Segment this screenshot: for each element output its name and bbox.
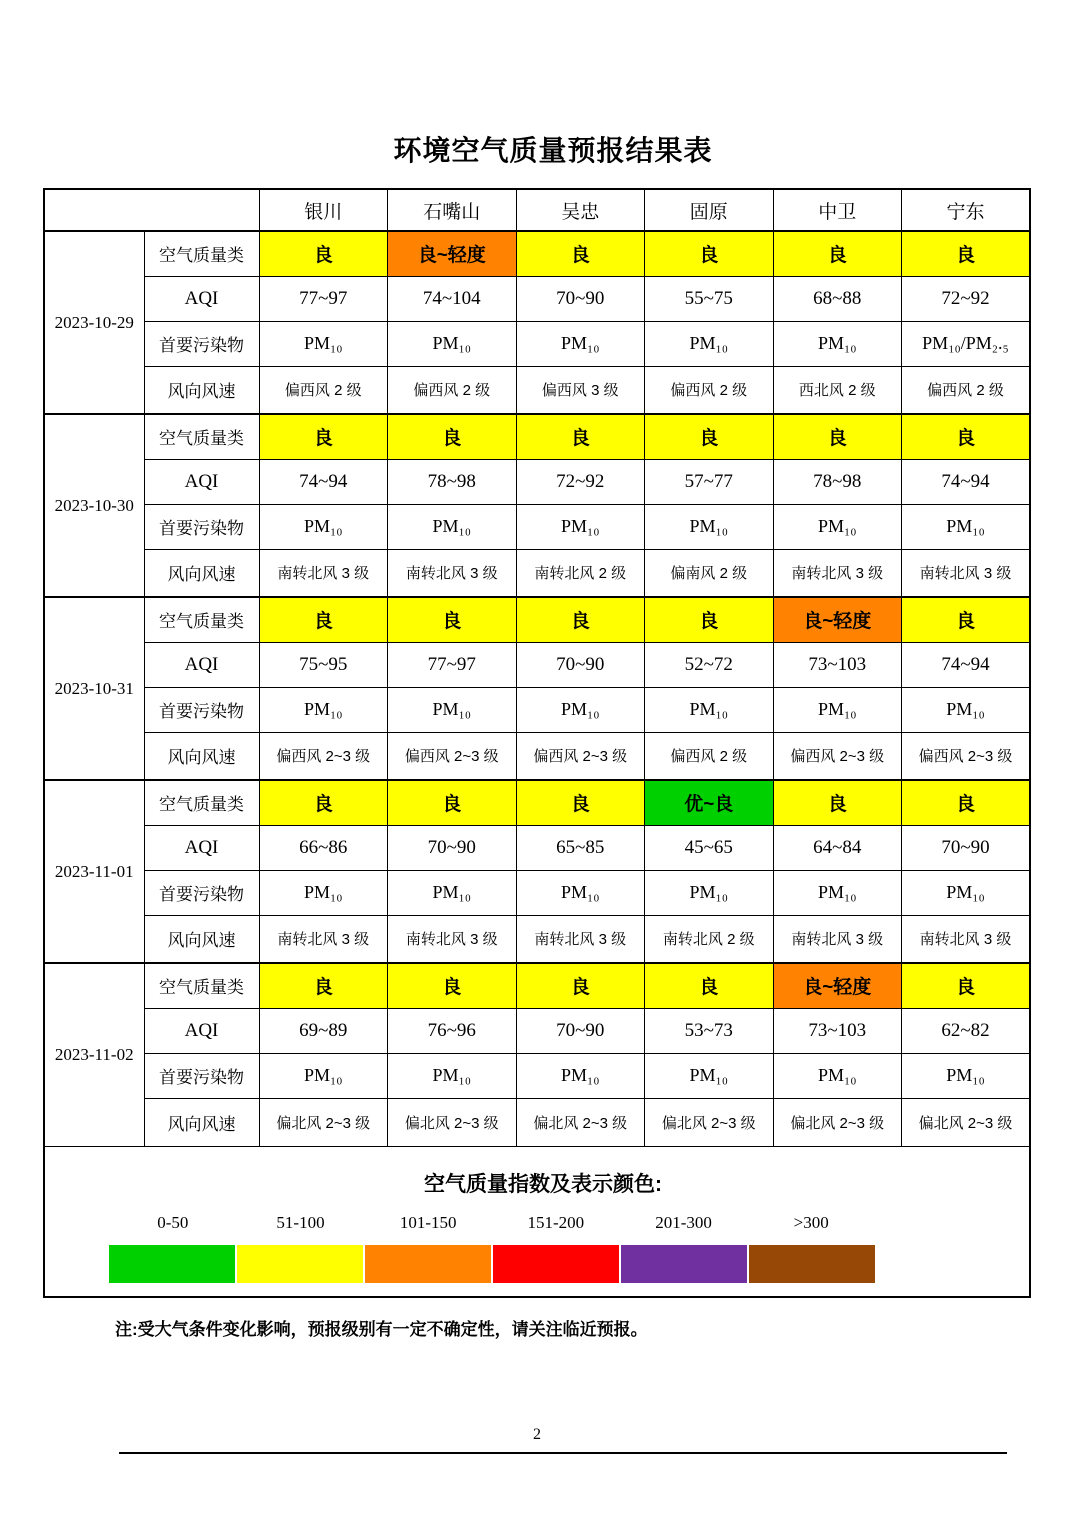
- row-label-wind: 风向风速: [144, 549, 259, 597]
- pollutant-cell: PM₁₀: [773, 687, 902, 732]
- table-row: [44, 321, 1030, 366]
- pollutant-cell: PM₁₀: [902, 687, 1031, 732]
- aqi-cell: 74~94: [259, 459, 388, 504]
- table-row: [44, 1098, 1030, 1146]
- row-label-quality: 空气质量类: [144, 780, 259, 825]
- pollutant-cell: PM₁₀: [902, 504, 1031, 549]
- header-city-guyuan: 固原: [645, 189, 774, 231]
- table-row: [44, 732, 1030, 780]
- row-label-aqi: AQI: [144, 459, 259, 504]
- wind-cell: 偏西风 2~3 级: [388, 732, 517, 780]
- wind-cell: 南转北风 3 级: [902, 915, 1031, 963]
- aqi-cell: 52~72: [645, 642, 774, 687]
- quality-cell: 良: [516, 597, 645, 642]
- legend-range-label: >300: [793, 1212, 829, 1232]
- pollutant-cell: PM₁₀: [773, 504, 902, 549]
- wind-cell: 偏西风 2 级: [645, 732, 774, 780]
- legend-row: [44, 1146, 1030, 1297]
- quality-cell: 良~轻度: [388, 231, 517, 276]
- quality-cell: 良: [645, 597, 774, 642]
- table-row: [44, 870, 1030, 915]
- date-cell: 2023-10-31: [44, 597, 144, 780]
- aqi-cell: 57~77: [645, 459, 774, 504]
- table-row: [44, 963, 1030, 1008]
- row-label-pollutant: 首要污染物: [144, 870, 259, 915]
- pollutant-cell: PM₁₀: [259, 687, 388, 732]
- aqi-cell: 77~97: [259, 276, 388, 321]
- table-row: [44, 276, 1030, 321]
- table-row: [44, 915, 1030, 963]
- wind-cell: 南转北风 2 级: [516, 549, 645, 597]
- pollutant-cell: PM₁₀: [259, 1053, 388, 1098]
- row-label-quality: 空气质量类: [144, 414, 259, 459]
- footer-rule: [119, 1452, 1007, 1454]
- aqi-cell: 62~82: [902, 1008, 1031, 1053]
- wind-cell: 偏北风 2~3 级: [388, 1098, 517, 1146]
- note-text: 注:受大气条件变化影响，预报级别有一定不确定性，请关注临近预报。: [115, 1320, 648, 1339]
- pollutant-cell: PM₁₀: [516, 687, 645, 732]
- page-title-text: 环境空气质量预报结果表: [393, 135, 713, 166]
- wind-cell: 南转北风 3 级: [516, 915, 645, 963]
- pollutant-cell: PM₁₀: [773, 1053, 902, 1098]
- wind-cell: 偏西风 3 级: [516, 366, 645, 414]
- pollutant-cell: PM₁₀: [516, 1053, 645, 1098]
- wind-cell: 偏西风 2~3 级: [773, 732, 902, 780]
- legend-cell: [44, 1146, 1030, 1297]
- wind-cell: 南转北风 3 级: [773, 915, 902, 963]
- date-cell: 2023-11-02: [44, 963, 144, 1146]
- row-label-aqi: AQI: [144, 1008, 259, 1053]
- aqi-cell: 76~96: [388, 1008, 517, 1053]
- header-city-shizuishan: 石嘴山: [388, 189, 517, 231]
- quality-cell: 良: [388, 780, 517, 825]
- quality-cell: 良: [259, 414, 388, 459]
- quality-cell: 良: [259, 780, 388, 825]
- aqi-cell: 78~98: [388, 459, 517, 504]
- legend-range-label: 201-300: [655, 1212, 712, 1232]
- quality-cell: 良: [902, 780, 1031, 825]
- quality-cell: 优~良: [645, 780, 774, 825]
- wind-cell: 西北风 2 级: [773, 366, 902, 414]
- legend-ranges: [109, 1213, 875, 1233]
- wind-cell: 南转北风 3 级: [902, 549, 1031, 597]
- wind-cell: 南转北风 3 级: [388, 549, 517, 597]
- quality-cell: 良~轻度: [773, 597, 902, 642]
- row-label-aqi: AQI: [144, 276, 259, 321]
- quality-cell: 良: [516, 231, 645, 276]
- quality-cell: 良: [645, 231, 774, 276]
- date-cell: 2023-11-01: [44, 780, 144, 963]
- date-cell: 2023-10-29: [44, 231, 144, 414]
- quality-cell: 良: [773, 780, 902, 825]
- legend-color-swatch-purple: [621, 1245, 747, 1283]
- pollutant-cell: PM₁₀: [388, 1053, 517, 1098]
- table-row: [44, 504, 1030, 549]
- legend-range-label: 0-50: [157, 1212, 189, 1232]
- aqi-cell: 73~103: [773, 642, 902, 687]
- quality-cell: 良: [388, 963, 517, 1008]
- quality-cell: 良: [902, 414, 1031, 459]
- pollutant-cell: PM₁₀: [645, 504, 774, 549]
- wind-cell: 偏北风 2~3 级: [259, 1098, 388, 1146]
- pollutant-cell: PM₁₀: [516, 870, 645, 915]
- wind-cell: 偏西风 2 级: [388, 366, 517, 414]
- row-label-pollutant: 首要污染物: [144, 321, 259, 366]
- legend-color-swatch-orange: [365, 1245, 491, 1283]
- wind-cell: 偏南风 2 级: [645, 549, 774, 597]
- wind-cell: 偏北风 2~3 级: [645, 1098, 774, 1146]
- pollutant-cell: PM₁₀: [388, 504, 517, 549]
- wind-cell: 偏西风 2~3 级: [516, 732, 645, 780]
- header-corner-cell: [44, 189, 259, 231]
- table-row: [44, 825, 1030, 870]
- aqi-cell: 66~86: [259, 825, 388, 870]
- aqi-cell: 74~94: [902, 459, 1031, 504]
- aqi-cell: 77~97: [388, 642, 517, 687]
- legend-range-label: 151-200: [527, 1212, 585, 1232]
- pollutant-cell: PM₁₀: [516, 504, 645, 549]
- quality-cell: 良: [902, 597, 1031, 642]
- pollutant-cell: PM₁₀: [773, 321, 902, 366]
- table-row: [44, 642, 1030, 687]
- row-label-wind: 风向风速: [144, 1098, 259, 1146]
- pollutant-cell: PM₁₀: [516, 321, 645, 366]
- pollutant-cell: PM₁₀: [388, 687, 517, 732]
- wind-cell: 偏西风 2~3 级: [259, 732, 388, 780]
- header-city-ningdong: 宁东: [902, 189, 1031, 231]
- quality-cell: 良: [259, 231, 388, 276]
- table-row: [44, 549, 1030, 597]
- quality-cell: 良: [388, 414, 517, 459]
- row-label-quality: 空气质量类: [144, 963, 259, 1008]
- table-row: [44, 1053, 1030, 1098]
- row-label-quality: 空气质量类: [144, 597, 259, 642]
- pollutant-cell: PM₁₀: [645, 870, 774, 915]
- table-row: [44, 414, 1030, 459]
- quality-cell: 良: [388, 597, 517, 642]
- aqi-cell: 72~92: [902, 276, 1031, 321]
- legend-color-swatch-red: [493, 1245, 619, 1283]
- aqi-cell: 68~88: [773, 276, 902, 321]
- quality-cell: 良: [516, 963, 645, 1008]
- aqi-cell: 74~94: [902, 642, 1031, 687]
- wind-cell: 南转北风 3 级: [259, 549, 388, 597]
- quality-cell: 良: [645, 414, 774, 459]
- pollutant-cell: PM₁₀: [773, 870, 902, 915]
- quality-cell: 良: [645, 963, 774, 1008]
- table-row: [44, 366, 1030, 414]
- pollutant-cell: PM₁₀: [259, 504, 388, 549]
- header-city-zhongwei: 中卫: [773, 189, 902, 231]
- pollutant-cell: PM₁₀: [259, 870, 388, 915]
- row-label-aqi: AQI: [144, 825, 259, 870]
- aqi-cell: 69~89: [259, 1008, 388, 1053]
- aqi-cell: 72~92: [516, 459, 645, 504]
- pollutant-cell: PM₁₀: [902, 870, 1031, 915]
- aqi-cell: 70~90: [516, 1008, 645, 1053]
- aqi-cell: 78~98: [773, 459, 902, 504]
- wind-cell: 偏西风 2 级: [259, 366, 388, 414]
- page-title: [0, 129, 1074, 169]
- table-row: [44, 780, 1030, 825]
- pollutant-cell: PM₁₀/PM₂.₅: [902, 321, 1031, 366]
- aqi-cell: 70~90: [516, 276, 645, 321]
- wind-cell: 偏北风 2~3 级: [902, 1098, 1031, 1146]
- pollutant-cell: PM₁₀: [259, 321, 388, 366]
- row-label-quality: 空气质量类: [144, 231, 259, 276]
- pollutant-cell: PM₁₀: [902, 1053, 1031, 1098]
- quality-cell: 良: [259, 963, 388, 1008]
- aqi-cell: 55~75: [645, 276, 774, 321]
- quality-cell: 良: [773, 231, 902, 276]
- aqi-cell: 45~65: [645, 825, 774, 870]
- table-row: [44, 459, 1030, 504]
- legend-range-label: 101-150: [399, 1212, 457, 1232]
- aqi-cell: 73~103: [773, 1008, 902, 1053]
- aqi-cell: 64~84: [773, 825, 902, 870]
- legend-range-label: 51-100: [276, 1212, 325, 1232]
- aqi-cell: 70~90: [388, 825, 517, 870]
- aqi-cell: 74~104: [388, 276, 517, 321]
- row-label-wind: 风向风速: [144, 366, 259, 414]
- table-row: [44, 597, 1030, 642]
- legend-color-swatch-brown: [749, 1245, 875, 1283]
- quality-cell: 良: [516, 414, 645, 459]
- legend-color-swatch-green: [109, 1245, 235, 1283]
- aqi-cell: 65~85: [516, 825, 645, 870]
- quality-cell: 良~轻度: [773, 963, 902, 1008]
- table-row: [44, 1008, 1030, 1053]
- row-label-aqi: AQI: [144, 642, 259, 687]
- legend-color-swatch-yellow: [237, 1245, 363, 1283]
- aqi-cell: 53~73: [645, 1008, 774, 1053]
- wind-cell: 南转北风 2 级: [645, 915, 774, 963]
- row-label-wind: 风向风速: [144, 915, 259, 963]
- header-row: [44, 189, 1030, 231]
- legend-title: 空气质量指数及表示颜色:: [424, 1172, 662, 1196]
- row-label-pollutant: 首要污染物: [144, 504, 259, 549]
- pollutant-cell: PM₁₀: [645, 321, 774, 366]
- row-label-pollutant: 首要污染物: [144, 1053, 259, 1098]
- wind-cell: 偏西风 2~3 级: [902, 732, 1031, 780]
- table-row: [44, 231, 1030, 276]
- legend-color-bar: [109, 1245, 875, 1283]
- wind-cell: 偏西风 2 级: [902, 366, 1031, 414]
- aqi-cell: 70~90: [902, 825, 1031, 870]
- page-number: 2: [533, 1426, 541, 1443]
- pollutant-cell: PM₁₀: [645, 1053, 774, 1098]
- header-city-wuzhong: 吴忠: [516, 189, 645, 231]
- wind-cell: 偏西风 2 级: [645, 366, 774, 414]
- quality-cell: 良: [259, 597, 388, 642]
- wind-cell: 南转北风 3 级: [259, 915, 388, 963]
- quality-cell: 良: [516, 780, 645, 825]
- wind-cell: 偏北风 2~3 级: [516, 1098, 645, 1146]
- quality-cell: 良: [773, 414, 902, 459]
- quality-cell: 良: [902, 963, 1031, 1008]
- table-row: [44, 687, 1030, 732]
- row-label-wind: 风向风速: [144, 732, 259, 780]
- wind-cell: 南转北风 3 级: [773, 549, 902, 597]
- wind-cell: 南转北风 3 级: [388, 915, 517, 963]
- wind-cell: 偏北风 2~3 级: [773, 1098, 902, 1146]
- aqi-cell: 70~90: [516, 642, 645, 687]
- pollutant-cell: PM₁₀: [388, 870, 517, 915]
- pollutant-cell: PM₁₀: [645, 687, 774, 732]
- forecast-table: [43, 188, 1031, 1298]
- date-cell: 2023-10-30: [44, 414, 144, 597]
- header-city-yinchuan: 银川: [259, 189, 388, 231]
- row-label-pollutant: 首要污染物: [144, 687, 259, 732]
- pollutant-cell: PM₁₀: [388, 321, 517, 366]
- aqi-cell: 75~95: [259, 642, 388, 687]
- quality-cell: 良: [902, 231, 1031, 276]
